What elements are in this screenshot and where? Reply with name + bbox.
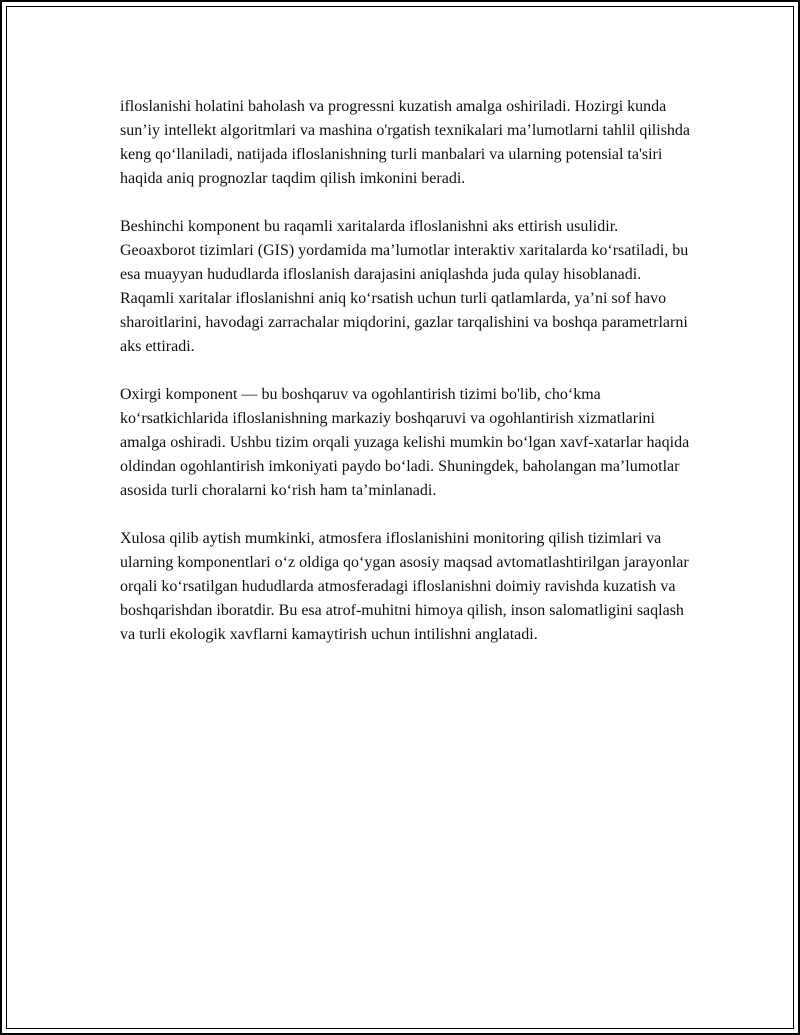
- document-body: [120, 95, 695, 671]
- paragraph-3: Oxirgi komponent — bu boshqaruv va ogohlantirish tizimi bo'lib, cho‘kma ko‘rsatkichlarida ifloslanishning markaziy boshqaruvi va ogohlantirish xizmatlarini amalga oshiradi. Ushbu tizim orqali yuzaga kelishi mumkin bo‘lgan xavf-xatarlar haqida oldindan ogohlantirish imkoniyati paydo bo‘ladi. Shuningdek, baholangan ma’lumotlar asosida turli choralarni ko‘rish ham ta’minlanadi.: [120, 386, 690, 499]
- paragraph-4: Xulosa qilib aytish mumkinki, atmosfera ifloslanishini monitoring qilish tizimlari va ularning komponentlari o‘z oldiga qo‘ygan asosiy maqsad avtomatlashtirilgan jarayonlar orqali ko‘rsatilgan hududlarda atmosferadagi ifloslanishni doimiy ravishda kuzatish va boshqarishdan iboratdir. Bu esa atrof-muhitni himoya qilish, inson salomatligini saqlash va turli ekologik xavflarni kamaytirish uchun intilishni anglatadi.: [120, 530, 689, 643]
- paragraph-2: Beshinchi komponent bu raqamli xaritalarda ifloslanishni aks ettirish usulidir. Geoaxborot tizimlari (GIS) yordamida ma’lumotlar interaktiv xaritalarda ko‘rsatiladi, bu esa muayyan hududlarda ifloslanish darajasini aniqlashda juda qulay hisoblanadi. Raqamli xaritalar ifloslanishni aniq ko‘rsatish uchun turli qatlamlarda, ya’ni sof havo sharoitlarini, havodagi zarrachalar miqdorini, gazlar tarqalishini va boshqa parametrlarni aks ettiradi.: [120, 218, 689, 355]
- paragraph-1: ifloslanishi holatini baholash va progressni kuzatish amalga oshiriladi. Hozirgi kunda sun’iy intellekt algoritmlari va mashina o'rgatish texnikalari ma’lumotlarni tahlil qilishda keng qo‘llaniladi, natijada ifloslanishning turli manbalari va ularning potensial ta'siri haqida aniq prognozlar taqdim qilish imkonini beradi.: [120, 98, 691, 187]
